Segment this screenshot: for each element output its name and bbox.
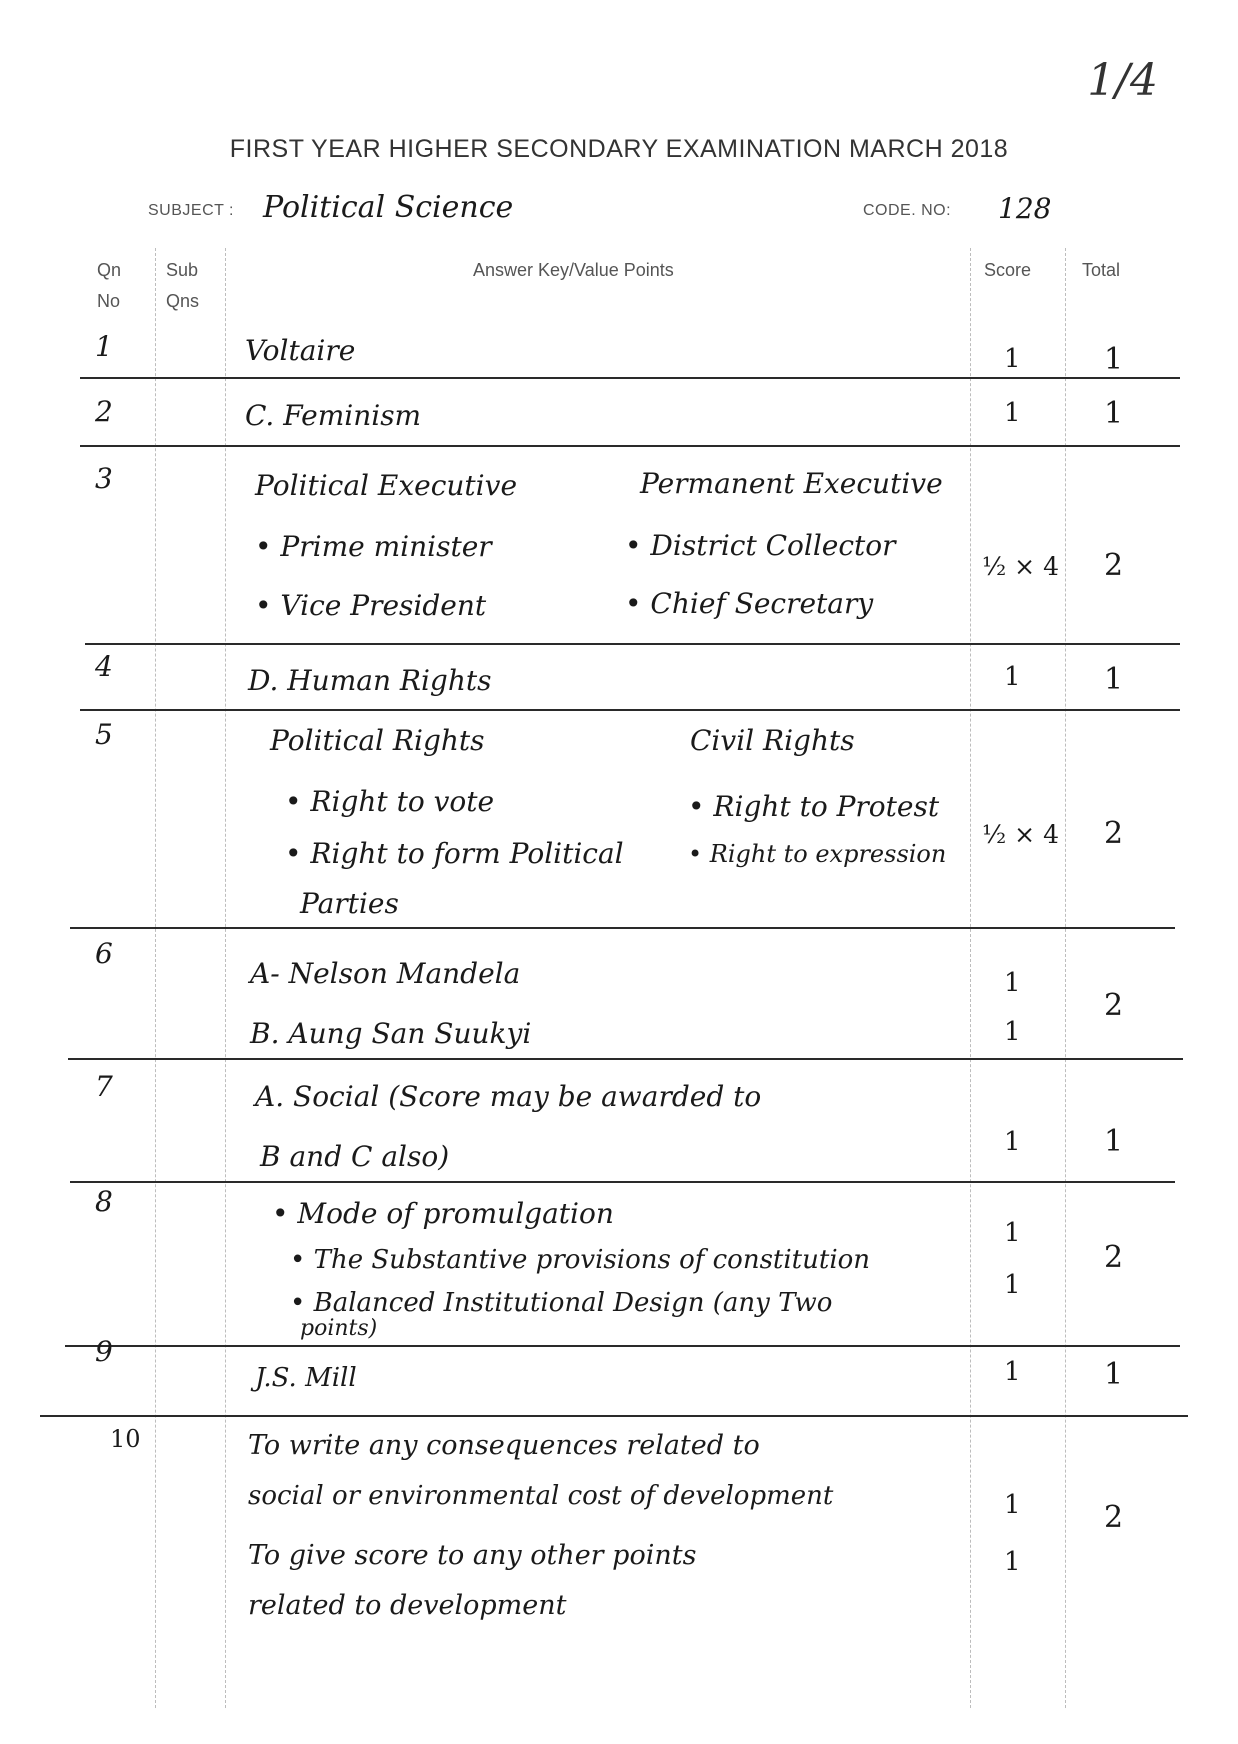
list-item: • Right to Protest bbox=[688, 790, 940, 823]
answer-text: points) bbox=[300, 1316, 378, 1341]
header-total: Total bbox=[1082, 260, 1121, 280]
subject-value: Political Science bbox=[263, 190, 514, 225]
answer-text: To give score to any other points bbox=[248, 1540, 697, 1571]
column-heading: Political Rights bbox=[270, 724, 485, 757]
answer-text: A. Social (Score may be awarded to bbox=[255, 1080, 762, 1113]
answer-text: • The Substantive provisions of constitution bbox=[290, 1245, 871, 1275]
code-value: 128 bbox=[998, 192, 1052, 225]
answer-text: B. Aung San Suukyi bbox=[250, 1017, 532, 1050]
column-heading: Political Executive bbox=[255, 469, 518, 502]
score-value: 1 bbox=[1004, 1127, 1021, 1157]
score-value: 1 bbox=[1004, 398, 1021, 428]
answer-text: J.S. Mill bbox=[255, 1363, 357, 1393]
score-value: ½ × 4 bbox=[982, 552, 1059, 581]
list-item: Parties bbox=[300, 887, 399, 920]
score-value: 1 bbox=[1004, 1270, 1021, 1300]
answer-text: Voltaire bbox=[245, 334, 356, 367]
list-item: • Right to form Political bbox=[285, 837, 624, 870]
score-value: 1 bbox=[1004, 344, 1021, 374]
row-divider bbox=[70, 1181, 1175, 1183]
row-divider bbox=[80, 377, 1180, 379]
page-number: 1/4 bbox=[1087, 55, 1158, 106]
total-value: 2 bbox=[1104, 1500, 1124, 1535]
list-item: • Right to expression bbox=[688, 840, 947, 868]
question-number: 7 bbox=[95, 1070, 113, 1103]
score-value: ½ × 4 bbox=[982, 820, 1059, 849]
score-value: 1 bbox=[1004, 1357, 1021, 1387]
column-divider bbox=[970, 248, 971, 1708]
column-heading: Permanent Executive bbox=[640, 467, 943, 500]
list-item: • Chief Secretary bbox=[625, 587, 874, 620]
question-number: 5 bbox=[95, 718, 113, 751]
question-number: 4 bbox=[95, 650, 113, 683]
score-value: 1 bbox=[1004, 1017, 1021, 1047]
row-divider bbox=[40, 1415, 1188, 1417]
header-answer: Answer Key/Value Points bbox=[473, 260, 674, 280]
score-value: 1 bbox=[1004, 1490, 1021, 1520]
question-number: 9 bbox=[95, 1335, 113, 1368]
question-number: 10 bbox=[110, 1425, 141, 1453]
answer-text: C. Feminism bbox=[245, 399, 422, 432]
answer-text: A- Nelson Mandela bbox=[250, 957, 521, 990]
score-value: 1 bbox=[1004, 662, 1021, 692]
total-value: 1 bbox=[1104, 396, 1124, 431]
list-item: • Prime minister bbox=[255, 530, 492, 563]
list-item: • Right to vote bbox=[285, 785, 495, 818]
answer-text: related to development bbox=[248, 1590, 567, 1621]
question-number: 8 bbox=[95, 1185, 113, 1218]
total-value: 2 bbox=[1104, 816, 1124, 851]
score-value: 1 bbox=[1004, 1547, 1021, 1577]
total-value: 2 bbox=[1104, 988, 1124, 1023]
total-value: 2 bbox=[1104, 548, 1124, 583]
code-label: CODE. NO: bbox=[863, 202, 952, 219]
answer-text: • Mode of promulgation bbox=[272, 1197, 614, 1230]
exam-title: FIRST YEAR HIGHER SECONDARY EXAMINATION MARCH 2018 bbox=[229, 135, 1009, 163]
total-value: 1 bbox=[1104, 1124, 1124, 1159]
column-divider bbox=[155, 248, 156, 1708]
total-value: 1 bbox=[1104, 662, 1124, 697]
answer-text: D. Human Rights bbox=[248, 664, 492, 697]
subject-label: SUBJECT : bbox=[148, 202, 234, 219]
question-number: 6 bbox=[95, 937, 113, 970]
row-divider bbox=[68, 1058, 1183, 1060]
answer-text: B and C also) bbox=[260, 1140, 450, 1173]
header-sub: Sub Qns bbox=[166, 260, 200, 311]
row-divider bbox=[80, 445, 1180, 447]
column-divider bbox=[1065, 248, 1066, 1708]
subject-line bbox=[148, 190, 1088, 240]
answer-text: • Balanced Institutional Design (any Two bbox=[290, 1288, 833, 1318]
row-divider bbox=[70, 927, 1175, 929]
column-divider bbox=[225, 248, 226, 1708]
score-value: 1 bbox=[1004, 1218, 1021, 1248]
question-number: 2 bbox=[95, 395, 113, 428]
column-heading: Civil Rights bbox=[690, 724, 855, 757]
answer-text: social or environmental cost of development bbox=[248, 1481, 834, 1511]
score-value: 1 bbox=[1004, 968, 1021, 998]
question-number: 1 bbox=[95, 330, 113, 363]
header-score: Score bbox=[984, 260, 1032, 280]
total-value: 1 bbox=[1104, 1357, 1124, 1392]
row-divider bbox=[65, 1345, 1180, 1347]
answer-text: To write any consequences related to bbox=[248, 1430, 760, 1461]
row-divider bbox=[80, 709, 1180, 711]
question-number: 3 bbox=[95, 462, 113, 495]
header-qn: Qn No bbox=[97, 260, 122, 311]
list-item: • District Collector bbox=[625, 529, 896, 562]
list-item: • Vice President bbox=[255, 589, 487, 622]
total-value: 1 bbox=[1104, 342, 1124, 377]
total-value: 2 bbox=[1104, 1240, 1124, 1275]
row-divider bbox=[85, 643, 1180, 645]
